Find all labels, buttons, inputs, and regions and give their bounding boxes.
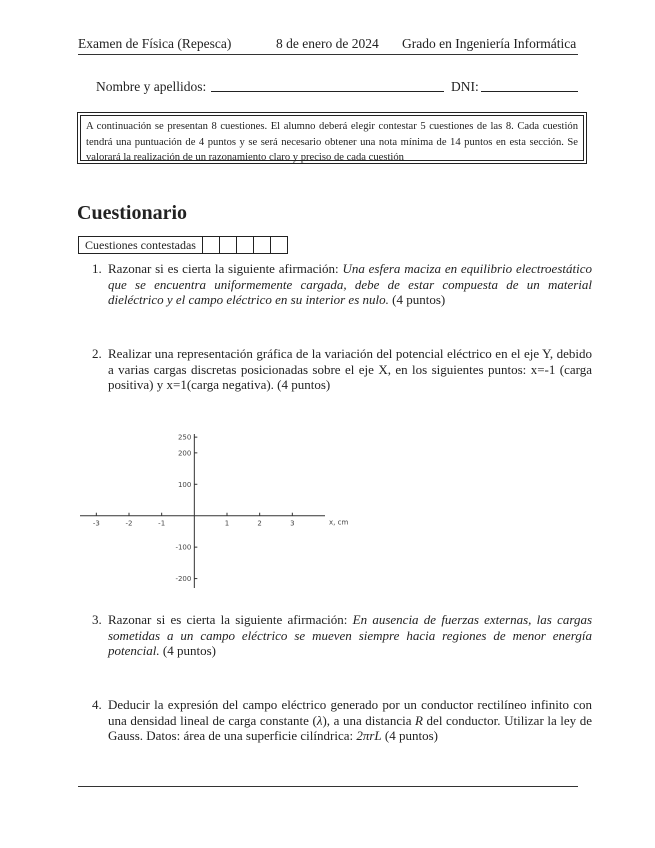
x-tick-label: 3 — [290, 519, 295, 528]
answered-table — [78, 236, 288, 254]
question-points: (4 puntos) — [159, 643, 216, 658]
section-title: Cuestionario — [77, 202, 187, 224]
question-statement: En ausencia de fuerzas externas, las cargas sometidas a un campo eléctrico se mueven siempre hacia regiones de menor energía potencial. — [108, 612, 592, 658]
dni-field[interactable] — [481, 91, 578, 92]
question-1 — [92, 261, 592, 308]
x-tick-label: -3 — [92, 519, 100, 528]
instructions-text: A continuación se presentan 8 cuestiones. El alumno deberá elegir contestar 5 cuestiones de las 8. Cada cuestión tendrá una puntuación de 4 puntos y se será necesario obtener una nota mínima de 14 puntos en esta sección. Se valorará la realización de un razonamiento claro y preciso de cada cuestión — [80, 115, 584, 161]
question-text: Realizar una representación gráfica de la variación del potencial eléctrico en el eje Y, debido a varias cargas discretas posicionadas sobre el eje X, en los siguientes puntos: x=-1 (carga positiva) y x=1(carga negativa). (4 puntos) — [108, 346, 592, 392]
y-tick-label: -100 — [175, 543, 192, 552]
footer-rule — [78, 786, 578, 787]
lambda-symbol: λ — [316, 712, 323, 728]
question-points: (4 puntos) — [381, 728, 439, 743]
question-statement: Una esfera maciza en equilibrio electroestático que se encuentra uniformemente cargada, debe de estar compuesta de un material dieléctrico y el campo eléctrico en su interior es nulo. — [108, 261, 592, 307]
instructions-box — [77, 112, 587, 164]
x-tick-label: -2 — [125, 519, 133, 528]
x-tick-label: -1 — [158, 519, 166, 528]
answered-cell[interactable] — [271, 237, 287, 253]
x-tick-label: 2 — [257, 519, 262, 528]
question-4 — [92, 697, 592, 744]
y-tick-label: 100 — [177, 480, 192, 489]
header-degree: Grado en Ingeniería Informática — [402, 36, 577, 51]
y-tick-label: 200 — [177, 449, 192, 458]
x-tick-label: 1 — [224, 519, 230, 528]
area-formula: 2πrL — [356, 728, 382, 743]
x-axis-label: x, cm — [329, 518, 349, 527]
answered-cell[interactable] — [203, 237, 220, 253]
question-number: 1. — [92, 261, 102, 276]
header-rule — [78, 54, 578, 55]
dni-label: DNI: — [451, 79, 479, 94]
answered-cell[interactable] — [237, 237, 254, 253]
answered-cell[interactable] — [254, 237, 271, 253]
header-date: 8 de enero de 2024 — [276, 36, 379, 51]
r-symbol: R — [415, 712, 423, 728]
question-2 — [92, 346, 592, 393]
question-number: 4. — [92, 697, 102, 712]
answered-cell[interactable] — [220, 237, 237, 253]
question-lead: Razonar si es cierta la siguiente afirmación: — [108, 612, 353, 627]
question-points: (4 puntos) — [388, 292, 446, 307]
question-text: ), a una distancia — [322, 712, 416, 728]
question-3 — [92, 612, 592, 659]
y-tick-label: -200 — [175, 575, 192, 584]
name-label: Nombre y apellidos: — [96, 79, 207, 94]
question-text: del conductor. Utilizar la ley de Gauss. Datos: área de una superficie cilíndrica: — [108, 712, 593, 743]
question-number: 2. — [92, 346, 102, 361]
question-number: 3. — [92, 612, 102, 627]
y-tick-label: 250 — [177, 433, 192, 442]
answered-label: Cuestiones contestadas — [79, 237, 203, 253]
potential-plot — [80, 428, 360, 593]
header-course: Examen de Física (Repesca) — [78, 36, 232, 51]
name-field[interactable] — [211, 91, 444, 92]
question-lead: Razonar si es cierta la siguiente afirmación: — [108, 261, 343, 276]
question-text: Deducir la expresión del campo eléctrico generado por un conductor rectilíneo infinito con una densidad lineal de carga constante ( — [108, 697, 592, 728]
